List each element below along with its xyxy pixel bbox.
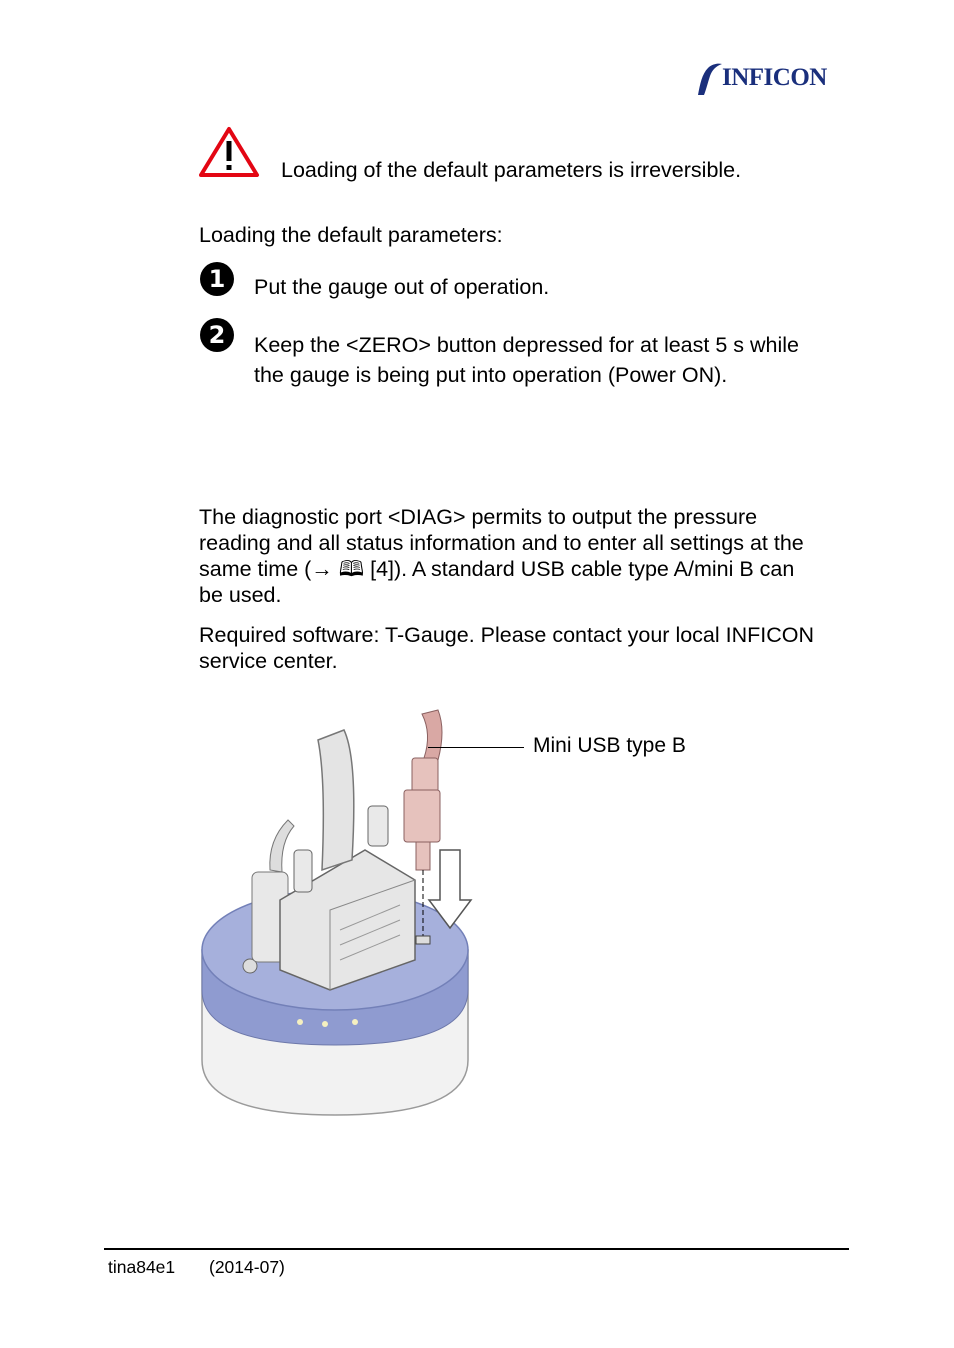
step-2-line-1: Keep the <ZERO> button depressed for at least 5 s while: [254, 333, 799, 357]
logo-wordmark: INFICON: [722, 64, 827, 91]
step-1-text: Put the gauge out of operation.: [254, 275, 550, 299]
footer-date: (2014-07): [209, 1257, 285, 1277]
warning-text: Loading of the default parameters is irreversible.: [281, 158, 742, 182]
diag-line-3: same time (→ 🕮 [4]). A standard USB cable type A/mini B can: [199, 557, 795, 581]
figure-callout-label: Mini USB type B: [533, 734, 686, 757]
inficon-logo: [694, 62, 846, 96]
warning-triangle-icon: [198, 126, 260, 178]
step-2-line-2: the gauge is being put into operation (Power ON).: [254, 363, 728, 387]
gauge-usb-illustration: [190, 700, 510, 1130]
diag-description: [199, 504, 849, 608]
software-line-2: service center.: [199, 649, 338, 673]
step-1-number-icon: 1: [200, 262, 234, 296]
footer-rule: [104, 1248, 849, 1250]
procedure-intro: Loading the default parameters:: [199, 223, 503, 247]
step-2-text: [254, 330, 854, 390]
software-line-1: Required software: T-Gauge. Please contact your local INFICON: [199, 623, 815, 647]
callout-leader-line: [428, 747, 524, 748]
software-note: [199, 622, 859, 674]
diag-line-4: be used.: [199, 583, 282, 607]
step-2-number-icon: 2: [200, 318, 234, 352]
diag-line-2: reading and all status information and to enter all settings at the: [199, 531, 804, 555]
diag-line-1: The diagnostic port <DIAG> permits to output the pressure: [199, 505, 758, 529]
footer-doc-id: tina84e1: [108, 1257, 176, 1277]
inficon-swoosh-icon: [694, 62, 724, 96]
